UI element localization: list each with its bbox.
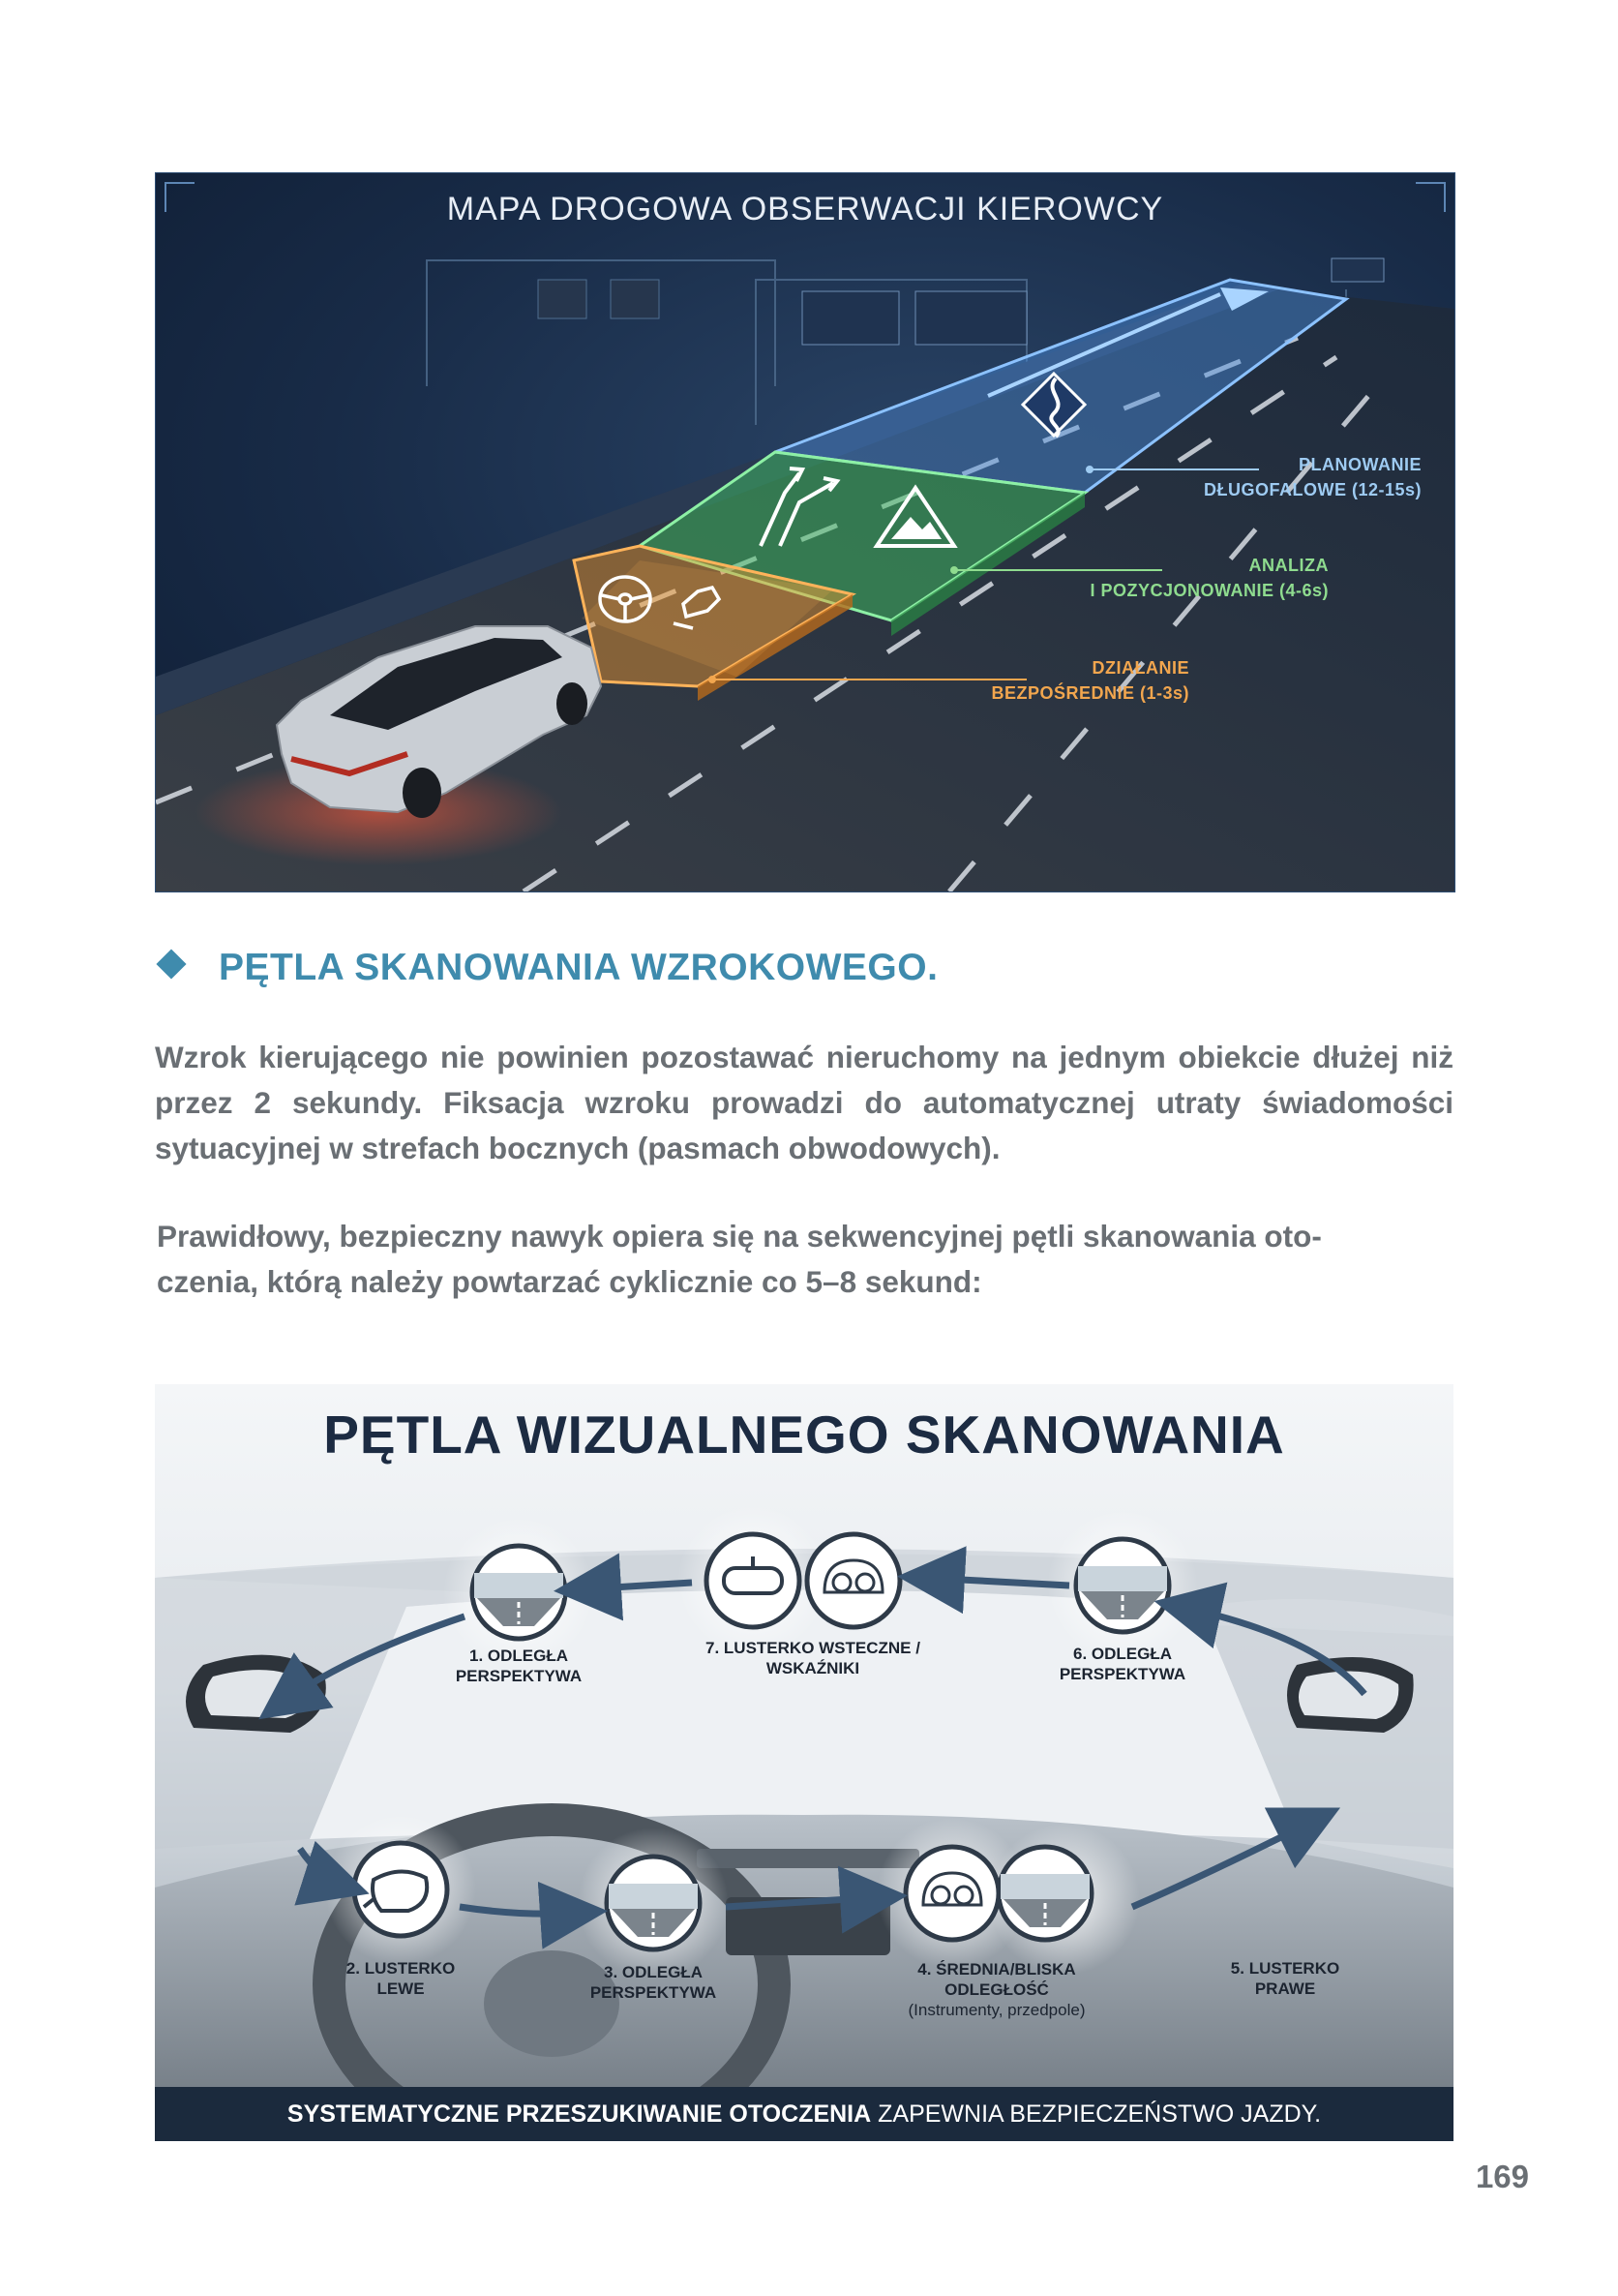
visual-scanning-loop-figure [155, 1384, 1453, 2141]
step-label-2: 2. LUSTERKO LEWE [345, 1959, 456, 1998]
zone-label-analysis: ANALIZA I POZYCJONOWANIE (4-6s) [1090, 556, 1329, 600]
step-label-6: 6. ODLEGŁA PERSPEKTYWA [1059, 1645, 1186, 1683]
car-interior-illustration [155, 1384, 1453, 2141]
step-label-1: 1. ODLEGŁA PERSPEKTYWA [455, 1646, 583, 1685]
figure1-title: MAPA DROGOWA OBSERWACJI KIEROWCY [446, 191, 1164, 227]
step-label-7: 7. LUSTERKO WSTECZNE / WSKAŹNIKI [705, 1639, 920, 1677]
zone-label-immediate: DZIAŁANIE BEZPOŚREDNIE (1-3s) [991, 658, 1189, 703]
road-observation-map-figure [155, 172, 1455, 892]
section-heading: PĘTLA SKANOWANIA WZROKOWEGO. [219, 947, 939, 988]
right-side-mirror [1287, 1657, 1414, 1733]
road-scene-illustration [156, 173, 1454, 891]
figure2-footer: SYSTEMATYCZNE PRZESZUKIWANIE OTOCZENIA ZAPEWNIA BEZPIECZEŃSTWO JAZDY. [155, 2087, 1453, 2141]
zone-label-long-term: PLANOWANIE DŁUGOFALOWE (12-15s) [1203, 455, 1422, 499]
page-number: 169 [1475, 2159, 1529, 2194]
step-label-5: 5. LUSTERKO PRAWE [1230, 1959, 1340, 1998]
paragraph-1: Wzrok kierującego nie powinien pozostawać nieruchomy na jednym obiekcie dłużej niż przez 2 sekundy. Fiksacja wzroku prowadzi do automatycznej utraty świadomości sytuacyjnej w strefach bocznych (pasmach obwodowych). [155, 1040, 1453, 1165]
paragraph-2: Prawidłowy, bezpieczny nawyk opiera się na sekwencyjnej pętli skanowania oto- czenia, którą należy powtarzać cyklicznie co 5–8 sekund: [157, 1219, 1322, 1299]
left-side-mirror [186, 1655, 326, 1733]
figure2-title: PĘTLA WIZUALNEGO SKANOWANIA [323, 1405, 1285, 1465]
diamond-bullet-icon [156, 949, 186, 979]
step-label-3: 3. ODLEGŁA PERSPEKTYWA [589, 1963, 717, 2002]
step-label-4: 4. ŚREDNIA/BLISKA ODLEGŁOŚĆ (Instrumenty, przedpole) [908, 1960, 1086, 2019]
